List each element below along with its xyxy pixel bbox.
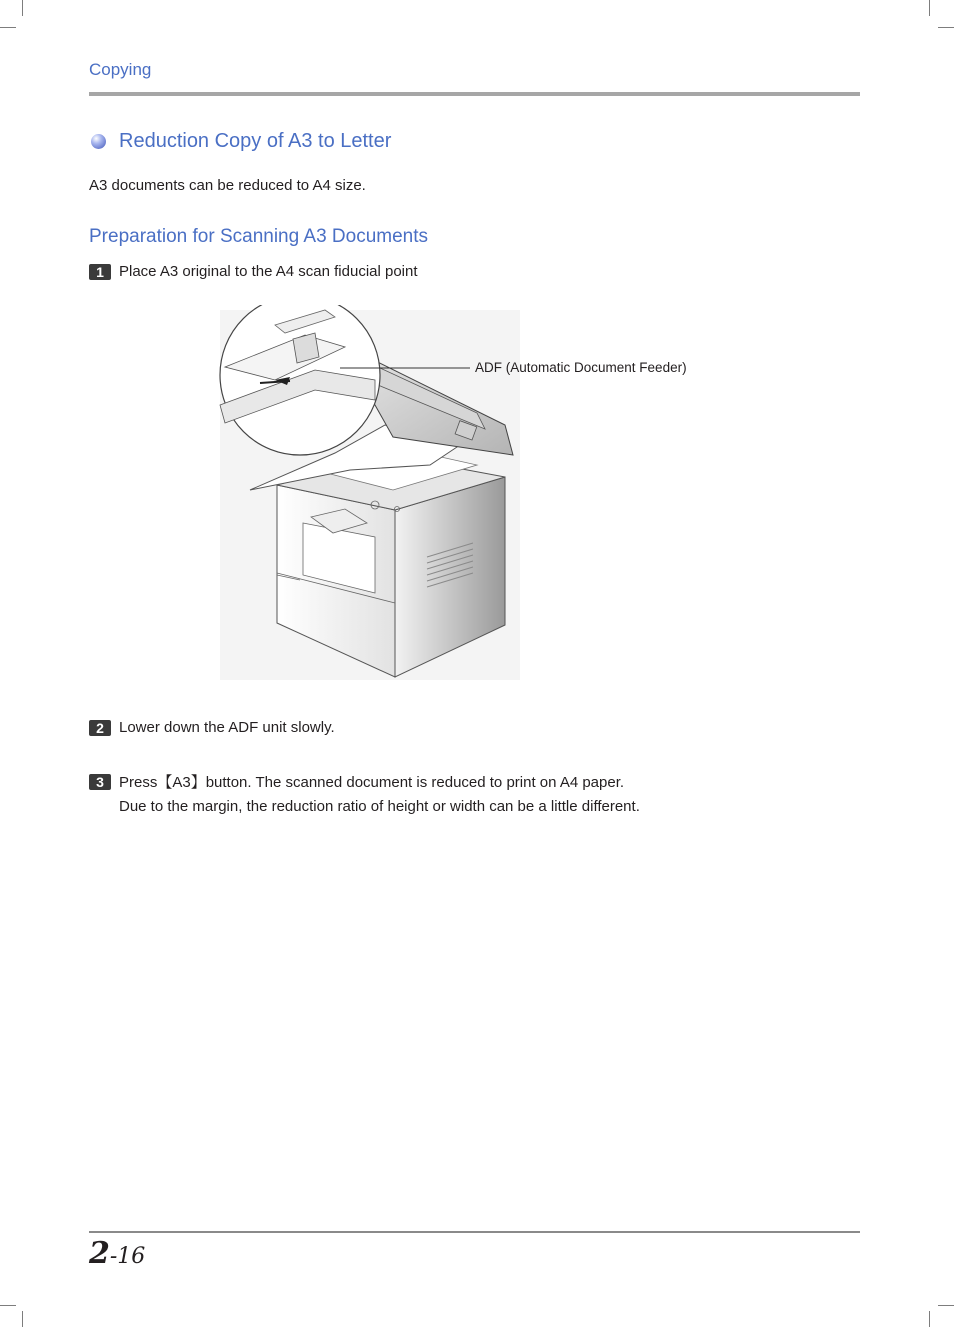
- step-3: [89, 771, 624, 792]
- sphere-bullet-icon: [91, 134, 106, 149]
- crop-mark: [938, 27, 954, 28]
- crop-mark: [0, 27, 16, 28]
- subsection-title: Preparation for Scanning A3 Documents: [89, 226, 429, 247]
- adf-callout-label: ADF (Automatic Document Feeder): [475, 360, 687, 375]
- crop-mark: [929, 1311, 930, 1327]
- header-section-label: Copying: [89, 60, 152, 79]
- footer-rule: [89, 1231, 860, 1233]
- page-chapter-number: 2: [89, 1236, 110, 1271]
- section-title: [91, 130, 391, 153]
- step-text: Place A3 original to the A4 scan fiducial point: [119, 263, 418, 280]
- step-text: Lower down the ADF unit slowly.: [119, 719, 335, 736]
- step-1: [89, 263, 418, 280]
- page-sub-number: -16: [109, 1244, 146, 1269]
- section-title-text: Reduction Copy of A3 to Letter: [119, 130, 392, 152]
- step-3-note: Due to the margin, the reduction ratio of height or width can be a little different.: [119, 798, 640, 815]
- header-rule: [89, 92, 860, 96]
- crop-mark: [929, 0, 930, 16]
- crop-mark: [938, 1305, 954, 1306]
- crop-mark: [22, 0, 23, 16]
- step-text: Press【A3】button. The scanned document is reduced to print on A4 paper.: [119, 774, 625, 791]
- page-number: [89, 1236, 145, 1271]
- section-intro: A3 documents can be reduced to A4 size.: [89, 177, 366, 194]
- step-number-badge: 2: [89, 720, 111, 736]
- crop-mark: [22, 1311, 23, 1327]
- step-2: [89, 719, 335, 736]
- step-number-badge: 1: [89, 264, 111, 280]
- step-number-badge: 3: [89, 774, 111, 790]
- crop-mark: [0, 1305, 16, 1306]
